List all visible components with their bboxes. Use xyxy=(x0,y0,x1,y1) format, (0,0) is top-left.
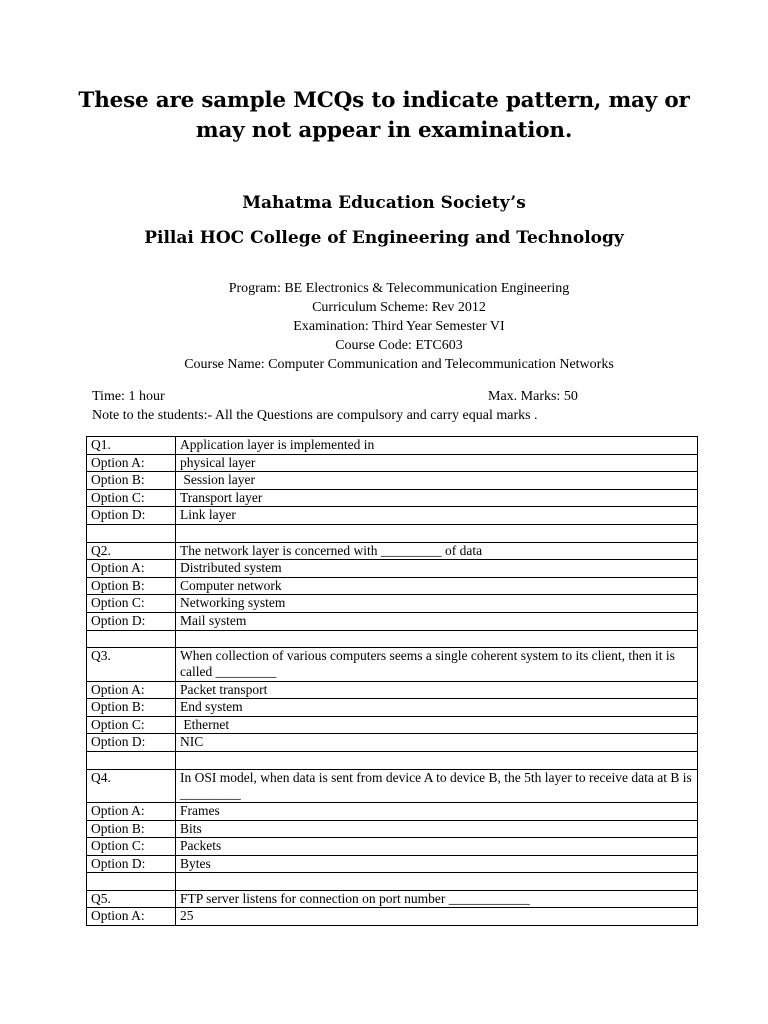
spacer-row-text xyxy=(176,751,698,769)
course-info xyxy=(0,279,768,374)
option-row xyxy=(87,507,698,525)
question-row xyxy=(87,769,698,802)
question-row-label: Q4. xyxy=(87,769,176,802)
question-row-label: Q1. xyxy=(87,437,176,455)
option-row xyxy=(87,489,698,507)
option-row-label: Option D: xyxy=(87,507,176,525)
question-row-text: When collection of various computers seems a single coherent system to its client, then it is called _________ xyxy=(176,648,698,681)
spacer-row xyxy=(87,630,698,648)
question-row-text: The network layer is concerned with _________ of data xyxy=(176,542,698,560)
examination-line: Examination: Third Year Semester VI xyxy=(293,319,505,334)
option-row-label: Option A: xyxy=(87,908,176,926)
option-row-text: Bits xyxy=(176,820,698,838)
mcq-table-body xyxy=(87,437,698,926)
question-row xyxy=(87,890,698,908)
question-row-label: Q3. xyxy=(87,648,176,681)
option-row-label: Option A: xyxy=(87,681,176,699)
option-row xyxy=(87,855,698,873)
course-name-line: Course Name: Computer Communication and Telecommunication Networks xyxy=(184,357,614,372)
spacer-row-text xyxy=(176,524,698,542)
option-row xyxy=(87,681,698,699)
option-row-label: Option C: xyxy=(87,489,176,507)
option-row-text: Packets xyxy=(176,838,698,856)
option-row-text: Mail system xyxy=(176,612,698,630)
option-row xyxy=(87,699,698,717)
option-row-label: Option B: xyxy=(87,472,176,490)
option-row-label: Option D: xyxy=(87,855,176,873)
option-row xyxy=(87,612,698,630)
spacer-row xyxy=(87,524,698,542)
option-row xyxy=(87,802,698,820)
option-row-label: Option B: xyxy=(87,577,176,595)
max-marks-label: Max. Marks: 50 xyxy=(488,389,578,404)
disclaimer: These are sample MCQs to indicate pattern, may or may not appear in examination. xyxy=(78,88,690,143)
course-code-line: Course Code: ETC603 xyxy=(335,338,463,353)
option-row-text: Frames xyxy=(176,802,698,820)
option-row xyxy=(87,454,698,472)
spacer-row-text xyxy=(176,630,698,648)
spacer-row-label xyxy=(87,630,176,648)
spacer-row-label xyxy=(87,751,176,769)
time-label: Time: 1 hour xyxy=(92,389,165,404)
option-row-text: Networking system xyxy=(176,595,698,613)
spacer-row-text xyxy=(176,873,698,891)
option-row-label: Option B: xyxy=(87,820,176,838)
students-note: Note to the students:- All the Questions are compulsory and carry equal marks . xyxy=(92,408,538,423)
option-row xyxy=(87,838,698,856)
option-row-label: Option C: xyxy=(87,595,176,613)
option-row-text: Bytes xyxy=(176,855,698,873)
option-row xyxy=(87,595,698,613)
option-row xyxy=(87,716,698,734)
question-row xyxy=(87,648,698,681)
option-row-text: Ethernet xyxy=(176,716,698,734)
scheme-line: Curriculum Scheme: Rev 2012 xyxy=(312,300,486,315)
question-row-text: Application layer is implemented in xyxy=(176,437,698,455)
question-row-label: Q5. xyxy=(87,890,176,908)
option-row-label: Option C: xyxy=(87,838,176,856)
option-row-label: Option D: xyxy=(87,612,176,630)
option-row-label: Option D: xyxy=(87,734,176,752)
option-row-label: Option A: xyxy=(87,454,176,472)
option-row xyxy=(87,820,698,838)
option-row-text: Distributed system xyxy=(176,560,698,578)
option-row-label: Option B: xyxy=(87,699,176,717)
option-row-text: Link layer xyxy=(176,507,698,525)
question-row-text: FTP server listens for connection on port number ____________ xyxy=(176,890,698,908)
question-row-text: In OSI model, when data is sent from device A to device B, the 5th layer to receive data at B is _________ xyxy=(176,769,698,802)
mcq-table xyxy=(86,436,698,926)
question-row-label: Q2. xyxy=(87,542,176,560)
spacer-row xyxy=(87,873,698,891)
question-row xyxy=(87,437,698,455)
option-row-label: Option C: xyxy=(87,716,176,734)
option-row-text: NIC xyxy=(176,734,698,752)
option-row-label: Option A: xyxy=(87,560,176,578)
option-row-text: 25 xyxy=(176,908,698,926)
option-row xyxy=(87,908,698,926)
program-line: Program: BE Electronics & Telecommunication Engineering xyxy=(228,281,570,296)
option-row-text: Computer network xyxy=(176,577,698,595)
option-row xyxy=(87,577,698,595)
option-row-text: Transport layer xyxy=(176,489,698,507)
option-row-text: physical layer xyxy=(176,454,698,472)
spacer-row-label xyxy=(87,873,176,891)
society-name: Mahatma Education Society’s xyxy=(242,193,526,213)
option-row xyxy=(87,734,698,752)
option-row-text: Packet transport xyxy=(176,681,698,699)
question-row xyxy=(87,542,698,560)
college-name: Pillai HOC College of Engineering and Technology xyxy=(144,228,624,248)
spacer-row xyxy=(87,751,698,769)
option-row-label: Option A: xyxy=(87,802,176,820)
option-row-text: Session layer xyxy=(176,472,698,490)
option-row-text: End system xyxy=(176,699,698,717)
option-row xyxy=(87,560,698,578)
spacer-row-label xyxy=(87,524,176,542)
option-row xyxy=(87,472,698,490)
